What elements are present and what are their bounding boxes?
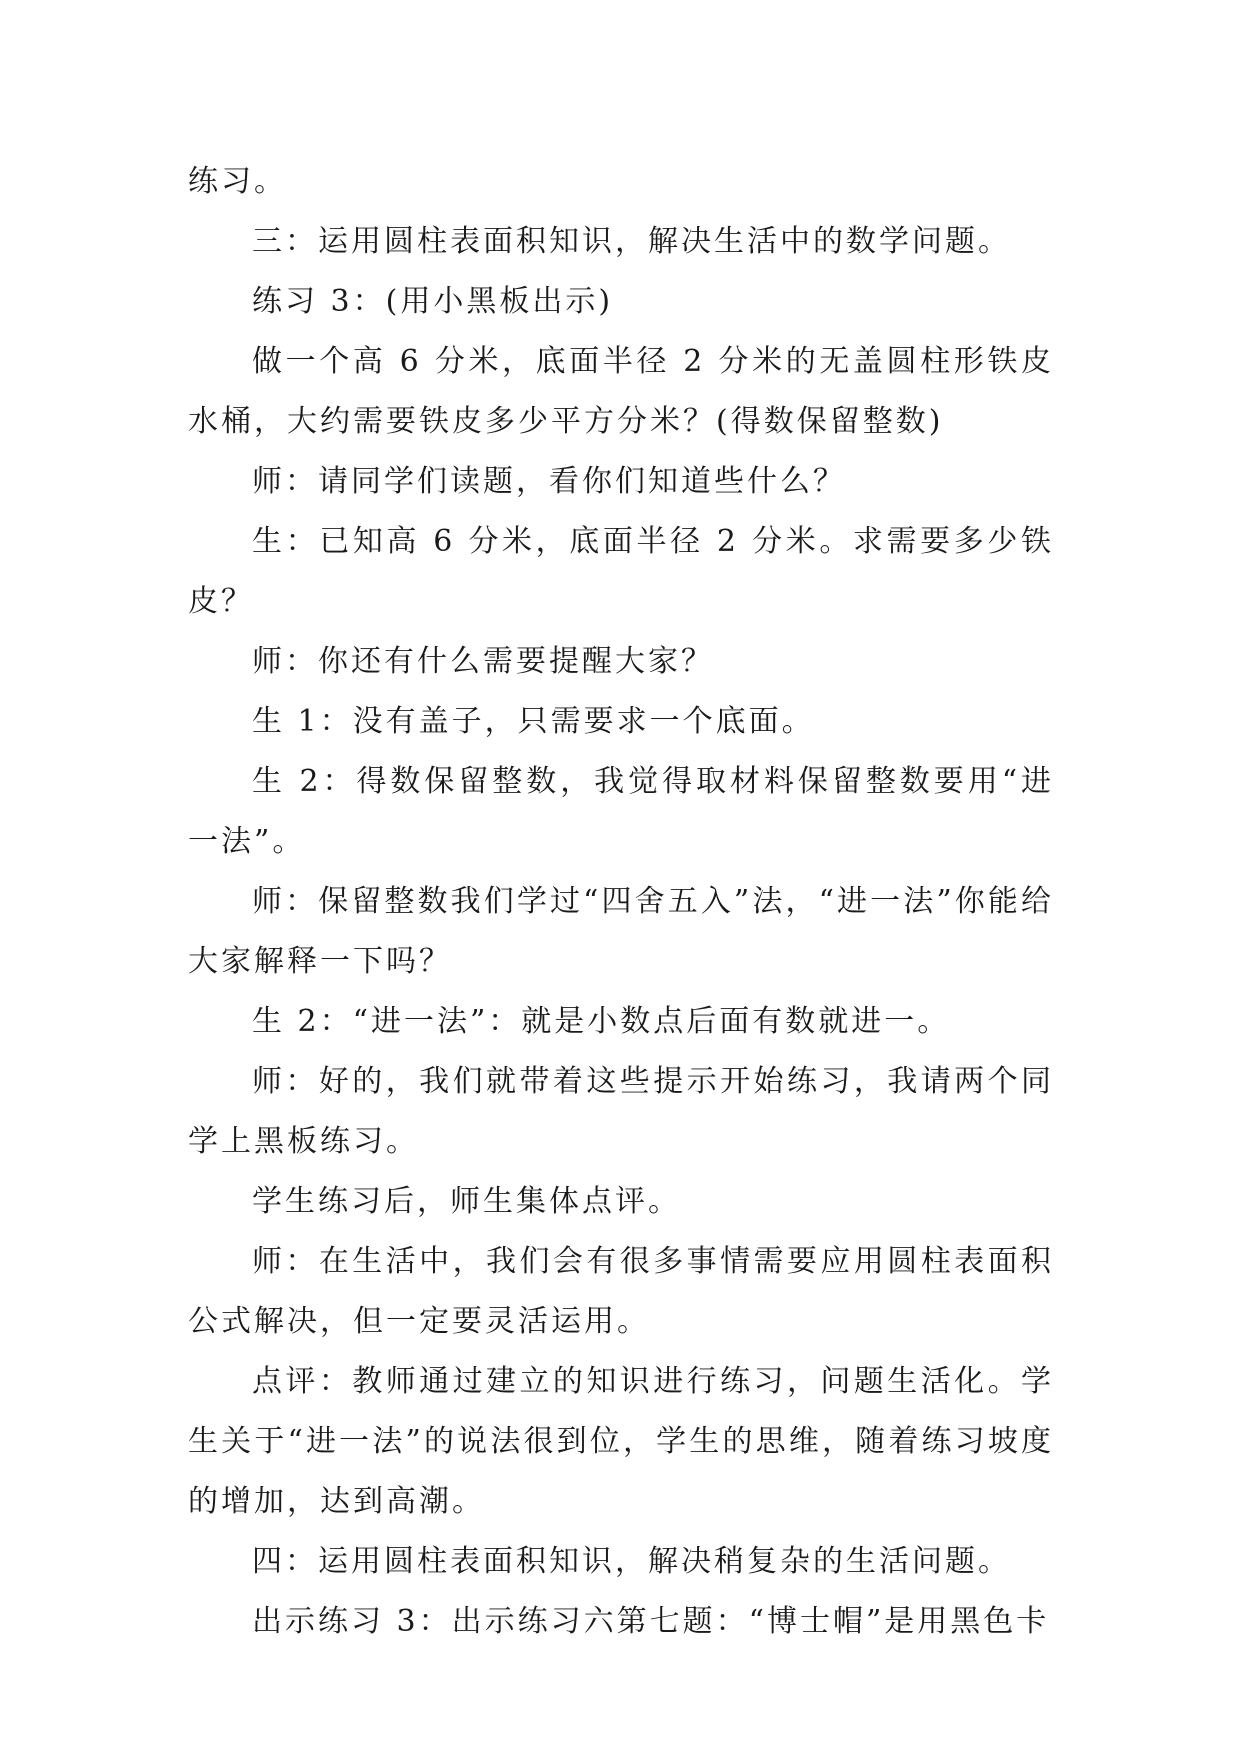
paragraph-teacher-explain: 师：保留整数我们学过“四舍五入”法，“进一法”你能给大家解释一下吗？ [188, 884, 1054, 979]
paragraph-section-four-heading: 四：运用圆柱表面积知识，解决稍复杂的生活问题。 [252, 1544, 1011, 1579]
paragraph-teacher-application: 师：在生活中，我们会有很多事情需要应用圆柱表面积公式解决，但一定要灵活运用。 [188, 1244, 1054, 1339]
paragraph-teacher-start-practice: 师：好的，我们就带着这些提示开始练习，我请两个同学上黑板练习。 [188, 1064, 1054, 1159]
paragraph-lianxi-ending: 练习。 [188, 164, 287, 199]
paragraph-student-known: 生：已知高 6 分米，底面半径 2 分米。求需要多少铁皮？ [188, 524, 1054, 619]
paragraph-student-2-definition: 生 2：“进一法”：就是小数点后面有数就进一。 [252, 1004, 951, 1039]
paragraph-exercise-3-doctor-hat: 出示练习 3：出示练习六第七题：“博士帽”是用黑色卡 [252, 1604, 1050, 1639]
paragraph-exercise-problem: 做一个高 6 分米，底面半径 2 分米的无盖圆柱形铁皮水桶，大约需要铁皮多少平方分米？(得数保留整数) [188, 344, 1054, 439]
paragraph-student-1: 生 1：没有盖子，只需要求一个底面。 [252, 704, 815, 739]
paragraph-exercise-3-label: 练习 3：(用小黑板出示) [252, 284, 614, 319]
paragraph-student-2-rounding: 生 2：得数保留整数，我觉得取材料保留整数要用“进一法”。 [188, 764, 1054, 859]
document-body [188, 152, 1054, 1652]
paragraph-group-review: 学生练习后，师生集体点评。 [252, 1184, 681, 1219]
paragraph-teacher-reminder: 师：你还有什么需要提醒大家？ [252, 644, 714, 679]
paragraph-teacher-read-question: 师：请同学们读题，看你们知道些什么？ [252, 464, 846, 499]
paragraph-section-three-heading: 三：运用圆柱表面积知识，解决生活中的数学问题。 [252, 224, 1011, 259]
paragraph-commentary: 点评：教师通过建立的知识进行练习，问题生活化。学生关于“进一法”的说法很到位，学生的思维，随着练习坡度的增加，达到高潮。 [188, 1364, 1054, 1519]
